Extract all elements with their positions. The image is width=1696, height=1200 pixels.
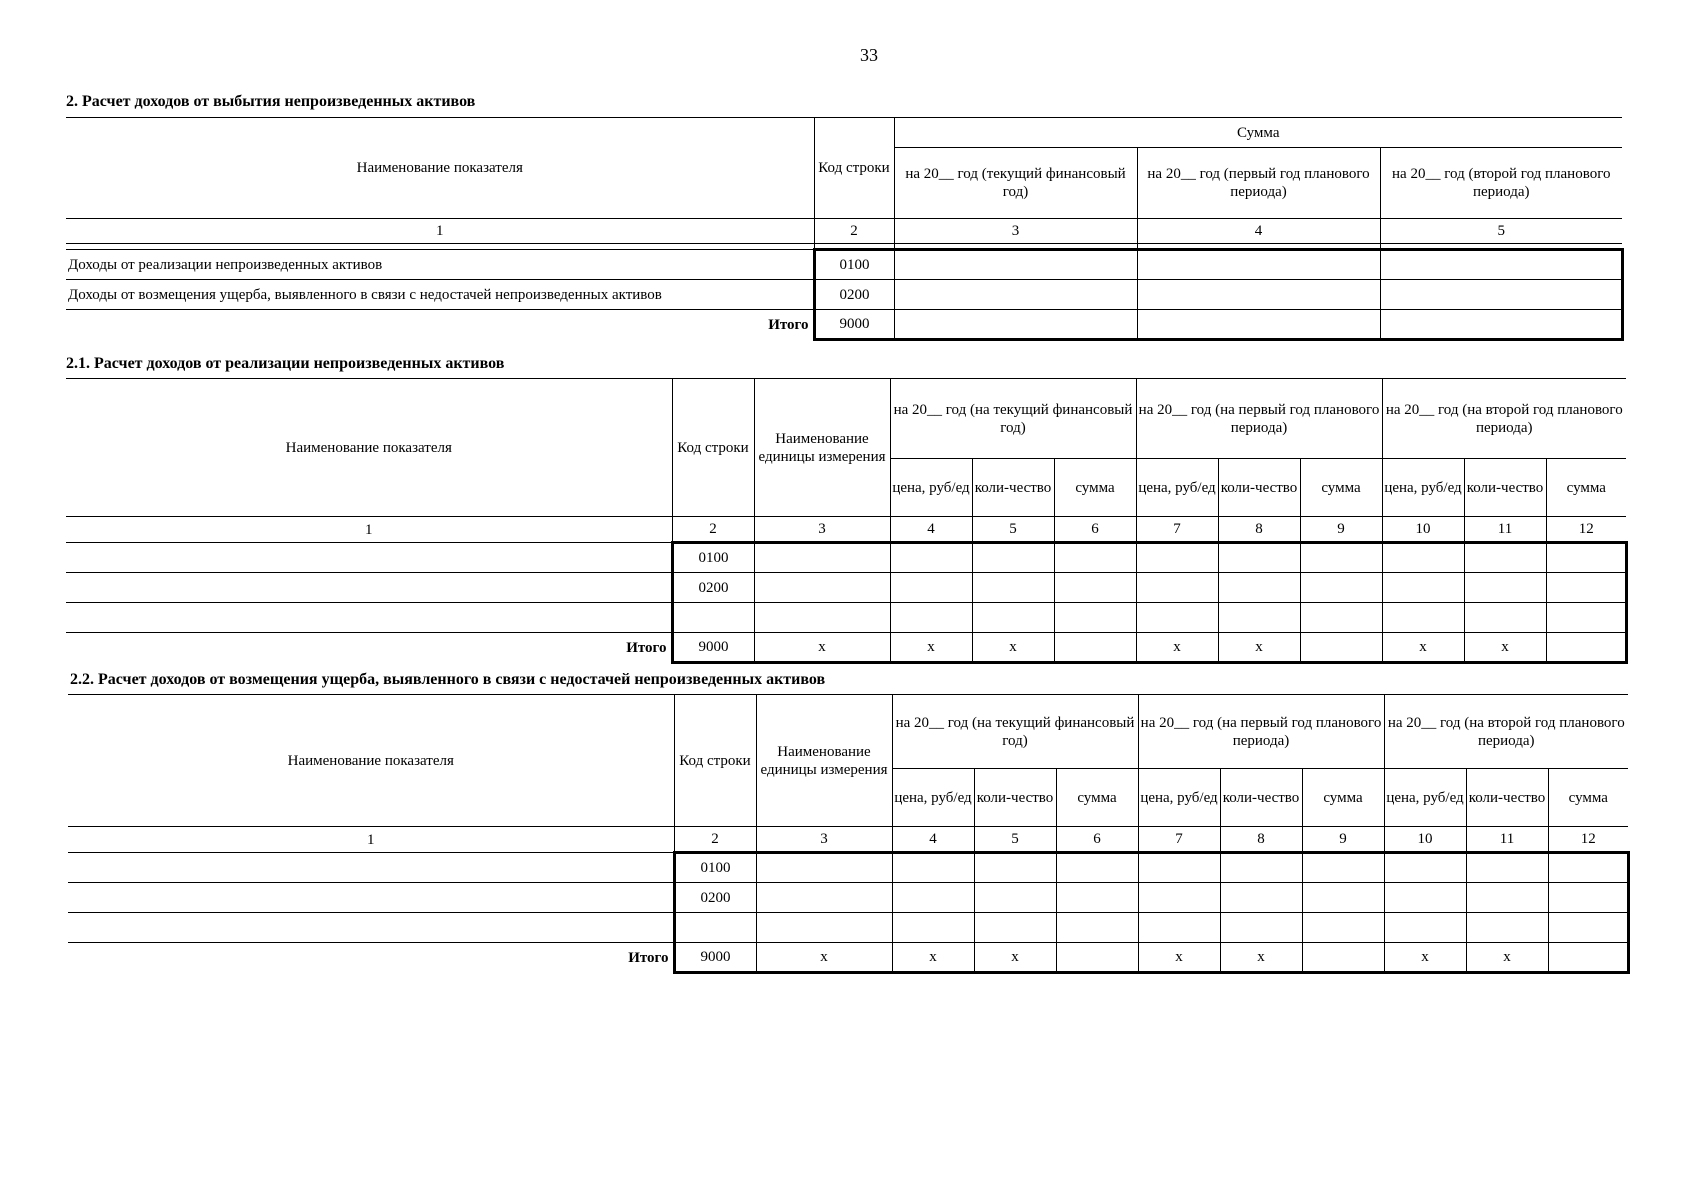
header-price: цена, руб/ед (1382, 459, 1464, 517)
row-name[interactable] (66, 543, 672, 573)
col-number: 3 (756, 827, 892, 853)
cell-input[interactable] (1138, 853, 1220, 883)
header-qty: коли-чество (1218, 459, 1300, 517)
col-number: 4 (1137, 219, 1380, 244)
cell-input[interactable] (974, 883, 1056, 913)
col-number: 1 (66, 219, 814, 244)
col-number: 2 (814, 219, 894, 244)
cell-input[interactable] (1546, 573, 1626, 603)
cell-input[interactable] (1300, 603, 1382, 633)
table-row-total (66, 633, 1626, 663)
header-name: Наименование показателя (68, 695, 674, 827)
cell-input[interactable] (1546, 603, 1626, 633)
cell-input[interactable] (890, 603, 972, 633)
row-code: 0100 (672, 543, 754, 573)
col-number: 3 (894, 219, 1137, 244)
col-number: 12 (1548, 827, 1628, 853)
table-row (68, 883, 1628, 913)
header-code: Код строки (814, 118, 894, 219)
row-code: 9000 (672, 633, 754, 663)
cell-input[interactable] (1056, 913, 1138, 943)
cell-input[interactable] (974, 853, 1056, 883)
header-code: Код строки (672, 379, 754, 517)
header-code: Код строки (674, 695, 756, 827)
cell-input[interactable] (1056, 943, 1138, 973)
cell-input[interactable] (894, 310, 1137, 340)
cell-input[interactable] (1546, 543, 1626, 573)
cell-x: x (1220, 943, 1302, 973)
cell-input[interactable] (1218, 573, 1300, 603)
cell-input[interactable] (1220, 883, 1302, 913)
table-section-2-2 (68, 694, 1630, 974)
cell-input[interactable] (1302, 853, 1384, 883)
row-code: 9000 (814, 310, 894, 340)
section-2-2-title: 2.2. Расчет доходов от возмещения ущерба, выявленного в связи с недостачей непроизведенных активов (70, 671, 826, 688)
cell-input[interactable] (1054, 603, 1136, 633)
header-name: Наименование показателя (66, 379, 672, 517)
header-sum: сумма (1302, 769, 1384, 827)
row-code: 0100 (814, 250, 894, 280)
total-label: Итого (68, 943, 674, 973)
header-qty: коли-чество (974, 769, 1056, 827)
table-section-2-1 (66, 378, 1628, 664)
header-sum: Сумма (894, 118, 1622, 148)
cell-input[interactable] (1466, 853, 1548, 883)
col-number: 7 (1138, 827, 1220, 853)
cell-input[interactable] (1054, 573, 1136, 603)
cell-input[interactable] (1136, 543, 1218, 573)
header-unit: Наименование единицы измерения (756, 695, 892, 827)
cell-input[interactable] (756, 853, 892, 883)
row-name: Доходы от реализации непроизведенных активов (66, 250, 814, 280)
col-number: 8 (1218, 517, 1300, 543)
cell-input[interactable] (1220, 853, 1302, 883)
header-qty: коли-чество (1464, 459, 1546, 517)
total-label: Итого (66, 633, 672, 663)
col-number: 4 (892, 827, 974, 853)
row-name[interactable] (66, 573, 672, 603)
cell-x: x (1382, 633, 1464, 663)
cell-input[interactable] (1220, 913, 1302, 943)
cell-input[interactable] (1548, 883, 1628, 913)
cell-input[interactable] (1300, 543, 1382, 573)
header-price: цена, руб/ед (1138, 769, 1220, 827)
header-price: цена, руб/ед (890, 459, 972, 517)
cell-input[interactable] (1056, 853, 1138, 883)
row-name: Доходы от возмещения ущерба, выявленного в связи с недостачей непроизведенных активов (66, 280, 814, 310)
cell-input[interactable] (754, 603, 890, 633)
cell-input[interactable] (1548, 853, 1628, 883)
row-code: 0100 (674, 853, 756, 883)
cell-input[interactable] (1466, 913, 1548, 943)
col-number: 5 (972, 517, 1054, 543)
cell-input[interactable] (1382, 603, 1464, 633)
header-year-first: на 20__ год (первый год планового периода) (1137, 148, 1380, 219)
cell-input[interactable] (754, 573, 890, 603)
cell-input[interactable] (1464, 543, 1546, 573)
cell-input[interactable] (1056, 883, 1138, 913)
col-number: 10 (1382, 517, 1464, 543)
col-number: 11 (1466, 827, 1548, 853)
col-number: 2 (672, 517, 754, 543)
cell-x: x (974, 943, 1056, 973)
col-number: 3 (754, 517, 890, 543)
cell-input[interactable] (894, 250, 1137, 280)
cell-input[interactable] (1138, 883, 1220, 913)
cell-x: x (892, 943, 974, 973)
header-qty: коли-чество (1220, 769, 1302, 827)
header-sum: сумма (1300, 459, 1382, 517)
table-row (68, 853, 1628, 883)
cell-input[interactable] (1302, 913, 1384, 943)
cell-input[interactable] (1380, 280, 1622, 310)
row-code: 9000 (674, 943, 756, 973)
header-qty: коли-чество (1466, 769, 1548, 827)
cell-x: x (1138, 943, 1220, 973)
header-sum: сумма (1548, 769, 1628, 827)
table-row-total (66, 310, 1622, 340)
col-number: 5 (974, 827, 1056, 853)
header-sum: сумма (1546, 459, 1626, 517)
table-section-2 (66, 117, 1624, 341)
header-year-second: на 20__ год (на второй год планового периода) (1382, 379, 1626, 459)
cell-input[interactable] (756, 913, 892, 943)
cell-input[interactable] (1300, 633, 1382, 663)
table-row (66, 573, 1626, 603)
col-number: 1 (68, 827, 674, 853)
col-number: 9 (1300, 517, 1382, 543)
row-code: 0200 (672, 573, 754, 603)
cell-input[interactable] (1382, 543, 1464, 573)
col-number: 10 (1384, 827, 1466, 853)
cell-x: x (754, 633, 890, 663)
section-2-title: 2. Расчет доходов от выбытия непроизведенных активов (66, 93, 476, 110)
cell-input[interactable] (1300, 573, 1382, 603)
table-row (66, 603, 1626, 633)
total-label: Итого (66, 310, 814, 340)
cell-x: x (1466, 943, 1548, 973)
header-year-second: на 20__ год (второй год планового периода) (1380, 148, 1622, 219)
row-code (674, 913, 756, 943)
cell-input[interactable] (894, 280, 1137, 310)
cell-input[interactable] (1548, 913, 1628, 943)
cell-input[interactable] (1464, 573, 1546, 603)
cell-input[interactable] (1380, 250, 1622, 280)
cell-input[interactable] (972, 543, 1054, 573)
cell-input[interactable] (890, 573, 972, 603)
cell-input[interactable] (972, 573, 1054, 603)
cell-x: x (1136, 633, 1218, 663)
cell-input[interactable] (1546, 633, 1626, 663)
header-year-first: на 20__ год (на первый год планового периода) (1136, 379, 1382, 459)
header-sum: сумма (1056, 769, 1138, 827)
table-row (66, 543, 1626, 573)
cell-input[interactable] (756, 883, 892, 913)
cell-input[interactable] (1137, 310, 1380, 340)
header-year-first: на 20__ год (на первый год планового периода) (1138, 695, 1384, 769)
cell-input[interactable] (892, 853, 974, 883)
header-year-current: на 20__ год (на текущий финансовый год) (890, 379, 1136, 459)
header-unit: Наименование единицы измерения (754, 379, 890, 517)
cell-input[interactable] (1138, 913, 1220, 943)
cell-x: x (1464, 633, 1546, 663)
row-code (672, 603, 754, 633)
cell-input[interactable] (1136, 573, 1218, 603)
section-2-1-title: 2.1. Расчет доходов от реализации непроизведенных активов (66, 355, 505, 372)
cell-input[interactable] (754, 543, 890, 573)
cell-input[interactable] (974, 913, 1056, 943)
table-row (66, 250, 1622, 280)
row-name[interactable] (66, 603, 672, 633)
header-qty: коли-чество (972, 459, 1054, 517)
cell-input[interactable] (1382, 573, 1464, 603)
cell-x: x (972, 633, 1054, 663)
row-code: 0200 (674, 883, 756, 913)
cell-input[interactable] (1384, 883, 1466, 913)
cell-input[interactable] (1464, 603, 1546, 633)
header-year-current: на 20__ год (на текущий финансовый год) (892, 695, 1138, 769)
table-row-total (68, 943, 1628, 973)
header-year-current: на 20__ год (текущий финансовый год) (894, 148, 1137, 219)
header-price: цена, руб/ед (1384, 769, 1466, 827)
col-number: 2 (674, 827, 756, 853)
cell-input[interactable] (1384, 913, 1466, 943)
col-number: 4 (890, 517, 972, 543)
table-row (66, 280, 1622, 310)
col-number: 9 (1302, 827, 1384, 853)
col-number: 7 (1136, 517, 1218, 543)
cell-x: x (756, 943, 892, 973)
cell-input[interactable] (1466, 883, 1548, 913)
cell-x: x (1384, 943, 1466, 973)
cell-input[interactable] (1302, 943, 1384, 973)
row-name[interactable] (68, 883, 674, 913)
row-name[interactable] (68, 853, 674, 883)
cell-input[interactable] (1302, 883, 1384, 913)
cell-input[interactable] (1384, 853, 1466, 883)
cell-input[interactable] (1218, 543, 1300, 573)
header-name: Наименование показателя (66, 118, 814, 219)
cell-input[interactable] (1137, 280, 1380, 310)
col-number: 6 (1054, 517, 1136, 543)
col-number: 11 (1464, 517, 1546, 543)
header-price: цена, руб/ед (892, 769, 974, 827)
cell-input[interactable] (1054, 633, 1136, 663)
cell-x: x (1218, 633, 1300, 663)
col-number: 5 (1380, 219, 1622, 244)
col-number: 12 (1546, 517, 1626, 543)
cell-input[interactable] (972, 603, 1054, 633)
cell-input[interactable] (1136, 603, 1218, 633)
cell-input[interactable] (1380, 310, 1622, 340)
col-number: 6 (1056, 827, 1138, 853)
header-price: цена, руб/ед (1136, 459, 1218, 517)
page-number: 33 (860, 45, 878, 65)
cell-input[interactable] (890, 543, 972, 573)
header-year-second: на 20__ год (на второй год планового периода) (1384, 695, 1628, 769)
table-row (68, 913, 1628, 943)
cell-input[interactable] (1137, 250, 1380, 280)
cell-input[interactable] (892, 883, 974, 913)
cell-input[interactable] (892, 913, 974, 943)
cell-x: x (890, 633, 972, 663)
row-name[interactable] (68, 913, 674, 943)
row-code: 0200 (814, 280, 894, 310)
cell-input[interactable] (1548, 943, 1628, 973)
col-number: 8 (1220, 827, 1302, 853)
cell-input[interactable] (1054, 543, 1136, 573)
cell-input[interactable] (1218, 603, 1300, 633)
header-sum: сумма (1054, 459, 1136, 517)
col-number: 1 (66, 517, 672, 543)
